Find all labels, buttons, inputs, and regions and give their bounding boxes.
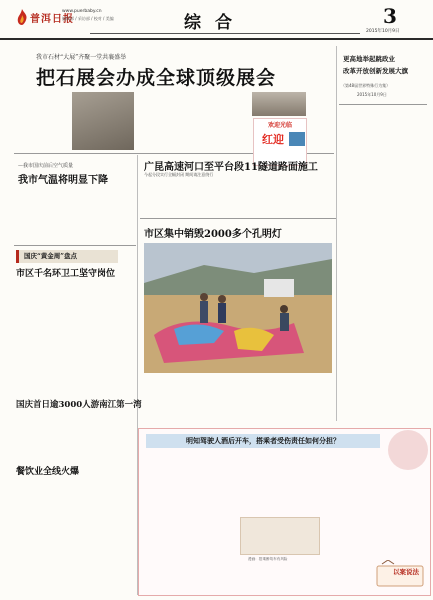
- article-body: [196, 92, 252, 150]
- feature-badge: [388, 430, 428, 470]
- article-body: [14, 412, 72, 460]
- article-body: [204, 180, 266, 216]
- section-title: 综合: [184, 13, 246, 33]
- issue-date: 2015年10月9日: [366, 29, 400, 34]
- newspaper-departments: 编辑部 / 采访部 / 校对 / 美编: [62, 16, 114, 21]
- article-body: [383, 474, 427, 556]
- guangkun-subtitle: 今起分段实行全幅封闭 期间请注意绕行: [144, 172, 214, 177]
- lead-photo-secondary: [252, 92, 306, 116]
- article-body: [193, 454, 239, 592]
- visitors-headline: 国庆首日逾3000人游南江第一湾: [16, 400, 142, 410]
- lead-photo: [72, 92, 134, 150]
- sidebar-headline-line1: 更高地举起跳政业: [343, 55, 395, 63]
- ad-title: 欢迎光临: [268, 122, 293, 129]
- article-body: [384, 108, 428, 424]
- article-body: [336, 454, 380, 554]
- masthead-rule: [90, 33, 360, 34]
- newspaper-url: www.puerbaby.cn: [62, 9, 102, 14]
- masthead: [0, 0, 433, 40]
- article-body: [76, 478, 134, 596]
- article-body: [14, 92, 70, 150]
- article-body: [268, 378, 332, 424]
- guangkun-headline: 广昆高速河口至平台段11隧道路面施工: [144, 162, 318, 173]
- article-body: [289, 454, 333, 514]
- feature-stamp-label: 以案说法: [393, 568, 419, 576]
- article-body: [14, 186, 72, 242]
- article-body: [242, 454, 286, 514]
- article-body: [140, 180, 202, 216]
- feature-headline: 明知驾驶人酒后开车，搭乘者受伤责任如何分担？: [146, 434, 380, 448]
- newspaper-logo-text: 普洱日报: [30, 14, 74, 25]
- article-body: [144, 454, 190, 592]
- section-rule: [140, 218, 336, 219]
- flame-logo-icon: [16, 9, 28, 25]
- article-body: [76, 186, 134, 242]
- lead-kicker: 我市石材“大展”齐聚一堂共襄盛举: [36, 54, 127, 61]
- ad-highlight: 红迎: [262, 133, 284, 146]
- section-rule: [14, 245, 136, 246]
- ad-photo: [289, 132, 305, 146]
- article-body: [76, 280, 134, 392]
- catering-headline: 餐饮业全线火爆: [16, 467, 80, 477]
- article-body: [268, 180, 330, 216]
- sidebar-headline-line2: 改革开放创新发展大旗: [343, 67, 408, 75]
- weather-headline: 我市气温将明显下降: [18, 175, 108, 186]
- article-body: [204, 378, 266, 424]
- article-body: [76, 412, 134, 460]
- lantern-destruction-photo: [144, 243, 332, 373]
- page-number: 3: [383, 4, 397, 28]
- feature-illustration: [240, 517, 320, 555]
- article-body: [140, 378, 202, 424]
- sidebar-subtitle: （第48届世界特殊行为集）: [341, 83, 391, 88]
- column-divider: [336, 46, 337, 421]
- lead-headline: 把石展会办成全球顶级展会: [36, 67, 277, 89]
- article-body: [14, 280, 72, 392]
- golden-week-banner: 国庆“黄金周”盘点: [16, 250, 118, 263]
- weather-kicker: —我市国庆前后空气质量: [18, 163, 74, 169]
- sanitation-headline: 市区千名环卫工坚守岗位: [16, 269, 116, 279]
- article-body: [138, 92, 194, 150]
- feature-caption: 漫画：搭乘醉驾车有风险: [248, 557, 288, 561]
- sidebar-date: 2015年10月9日: [357, 92, 387, 97]
- article-body: [14, 478, 72, 596]
- article-body: [340, 108, 382, 424]
- photo-story-headline: 市区集中销毁2000多个孔明灯: [144, 229, 282, 240]
